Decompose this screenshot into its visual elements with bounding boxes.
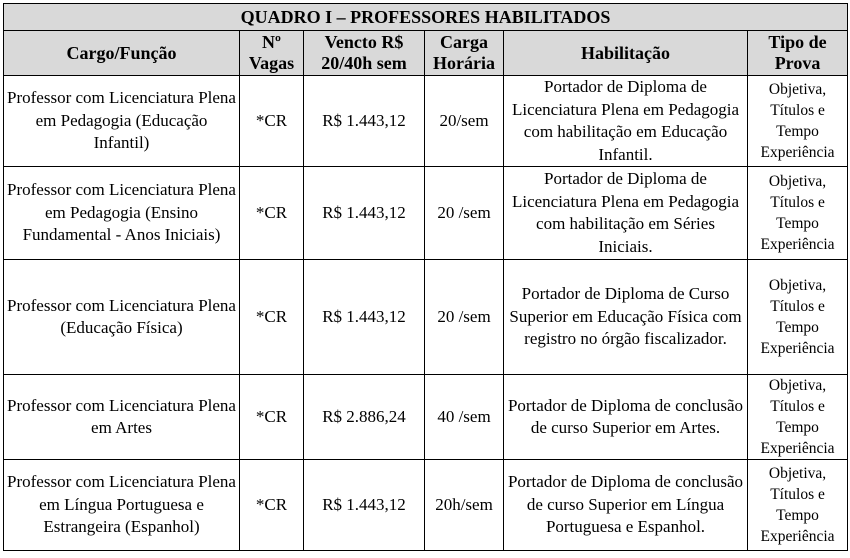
cell-cargo: Professor com Licenciatura Plena em Artes [4,375,240,460]
cell-tipo: Objetiva, Títulos e Tempo Experiência [748,76,848,167]
cell-vagas: *CR [240,76,304,167]
cell-vagas: *CR [240,375,304,460]
cell-carga: 20/sem [425,76,504,167]
cell-habilitacao: Portador de Diploma de conclusão de curso Superior em Língua Portuguesa e Espanhol. [504,460,748,551]
cell-carga: 20h/sem [425,460,504,551]
cell-habilitacao: Portador de Diploma de conclusão de curso Superior em Artes. [504,375,748,460]
table-title: QUADRO I – PROFESSORES HABILITADOS [4,4,848,31]
cell-habilitacao: Portador de Diploma de Curso Superior em Educação Física com registro no órgão fiscalizador. [504,260,748,375]
header-vagas: Nº Vagas [240,31,304,76]
cell-vencto: R$ 1.443,12 [304,460,425,551]
cell-cargo: Professor com Licenciatura Plena em Pedagogia (Ensino Fundamental - Anos Iniciais) [4,167,240,260]
cell-vagas: *CR [240,260,304,375]
professores-table [3,3,848,551]
table-row [4,76,848,167]
cell-cargo: Professor com Licenciatura Plena em Língua Portuguesa e Estrangeira (Espanhol) [4,460,240,551]
cell-cargo: Professor com Licenciatura Plena (Educação Física) [4,260,240,375]
header-habilitacao: Habilitação [504,31,748,76]
table-row [4,460,848,551]
cell-carga: 20 /sem [425,167,504,260]
cell-vencto: R$ 1.443,12 [304,76,425,167]
table-title-row [4,4,848,31]
cell-carga: 20 /sem [425,260,504,375]
cell-cargo: Professor com Licenciatura Plena em Pedagogia (Educação Infantil) [4,76,240,167]
table-header-row [4,31,848,76]
header-cargo: Cargo/Função [4,31,240,76]
cell-vagas: *CR [240,460,304,551]
table-row [4,260,848,375]
cell-vagas: *CR [240,167,304,260]
header-carga: Carga Horária [425,31,504,76]
cell-habilitacao: Portador de Diploma de Licenciatura Plena em Pedagogia com habilitação em Educação Infantil. [504,76,748,167]
cell-tipo: Objetiva, Títulos e Tempo Experiência [748,167,848,260]
cell-tipo: Objetiva, Títulos e Tempo Experiência [748,260,848,375]
cell-carga: 40 /sem [425,375,504,460]
cell-tipo: Objetiva, Títulos e Tempo Experiência [748,460,848,551]
header-vencto: Vencto R$ 20/40h sem [304,31,425,76]
cell-vencto: R$ 1.443,12 [304,167,425,260]
cell-habilitacao: Portador de Diploma de Licenciatura Plena em Pedagogia com habilitação em Séries Iniciais. [504,167,748,260]
document-page [3,3,847,551]
cell-vencto: R$ 1.443,12 [304,260,425,375]
header-tipo: Tipo de Prova [748,31,848,76]
cell-tipo: Objetiva, Títulos e Tempo Experiência [748,375,848,460]
table-row [4,167,848,260]
table-row [4,375,848,460]
cell-vencto: R$ 2.886,24 [304,375,425,460]
